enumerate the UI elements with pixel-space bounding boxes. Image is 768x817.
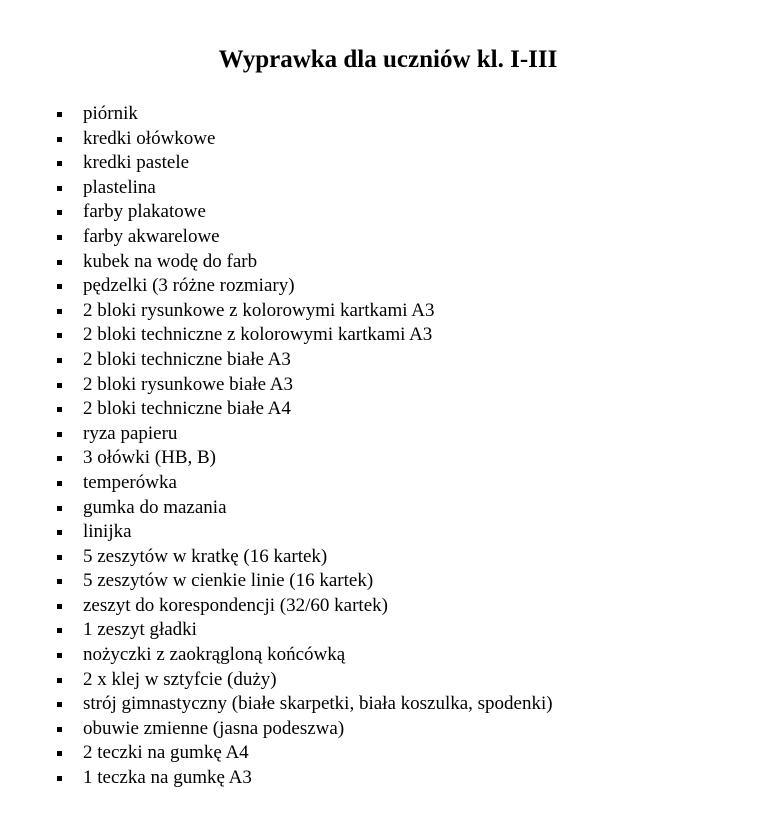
bullet-square-icon (57, 260, 62, 265)
bullet-square-icon (57, 112, 62, 117)
list-item-text: 2 bloki techniczne białe A3 (83, 348, 291, 370)
bullet-square-icon (57, 309, 62, 314)
list-item-text: kredki pastele (83, 152, 190, 174)
list-item-text: farby akwarelowe (83, 225, 220, 247)
list-item-text: 5 zeszytów w cienkie linie (16 kartek) (83, 570, 374, 592)
bullet-square-icon (57, 358, 62, 363)
bullet-square-icon (57, 333, 62, 338)
bullet-square-icon (57, 407, 62, 412)
bullet-square-icon (57, 456, 62, 461)
bullet-square-icon (57, 383, 62, 388)
list-item-text: 3 ołówki (HB, B) (83, 447, 216, 469)
list-item-text: plastelina (83, 176, 156, 198)
bullet-square-icon (57, 530, 62, 535)
list-item-text: 1 teczka na gumkę A3 (83, 767, 252, 789)
bullet-square-icon (57, 284, 62, 289)
list-item-text: 2 bloki rysunkowe białe A3 (83, 373, 294, 395)
bullet-square-icon (57, 210, 62, 215)
list-item-text: nożyczki z zaokrągloną końcówką (83, 644, 346, 666)
list-item-text: obuwie zmienne (jasna podeszwa) (83, 717, 345, 739)
bullet-square-icon (57, 555, 62, 560)
bullet-square-icon (57, 702, 62, 707)
list-item-text: pędzelki (3 różne rozmiary) (83, 275, 295, 297)
bullet-square-icon (57, 776, 62, 781)
list-item-text: linijka (83, 521, 132, 543)
bullet-square-icon (57, 628, 62, 633)
bullet-square-icon (57, 137, 62, 142)
bullet-square-icon (57, 653, 62, 658)
list-item-text: gumka do mazania (83, 496, 227, 518)
list-item-text: kredki ołówkowe (83, 127, 216, 149)
list-item-text: 2 bloki techniczne białe A4 (83, 398, 291, 420)
bullet-square-icon (57, 506, 62, 511)
list-item-text: 5 zeszytów w kratkę (16 kartek) (83, 545, 328, 567)
bullet-square-icon (57, 751, 62, 756)
list-item-text: 2 bloki rysunkowe z kolorowymi kartkami A3 (83, 299, 435, 321)
list-item-text: zeszyt do korespondencji (32/60 kartek) (83, 594, 388, 616)
bullet-square-icon (57, 161, 62, 166)
list-item-text: 2 x klej w sztyfcie (duży) (83, 668, 277, 690)
list-item-text: piórnik (83, 103, 138, 124)
document-title: Wyprawka dla uczniów kl. I-III (218, 46, 558, 73)
bullet-square-icon (57, 727, 62, 732)
bullet-square-icon (57, 604, 62, 609)
bullet-square-icon (57, 432, 62, 437)
bullet-square-icon (57, 481, 62, 486)
bullet-square-icon (57, 235, 62, 240)
list-item-text: strój gimnastyczny (białe skarpetki, biała koszulka, spodenki) (83, 693, 553, 715)
list-item-text: 2 bloki techniczne z kolorowymi kartkami A3 (83, 324, 433, 346)
bullet-square-icon (57, 579, 62, 584)
list-item-text: temperówka (83, 471, 177, 493)
list-item-text: 1 zeszyt gładki (83, 619, 197, 641)
list-item-text: kubek na wodę do farb (83, 250, 258, 272)
list-item-text: farby plakatowe (83, 201, 206, 223)
bullet-square-icon (57, 186, 62, 191)
bullet-square-icon (57, 678, 62, 683)
list-item-text: ryza papieru (83, 422, 178, 444)
list-item-text: 2 teczki na gumkę A4 (83, 742, 249, 764)
